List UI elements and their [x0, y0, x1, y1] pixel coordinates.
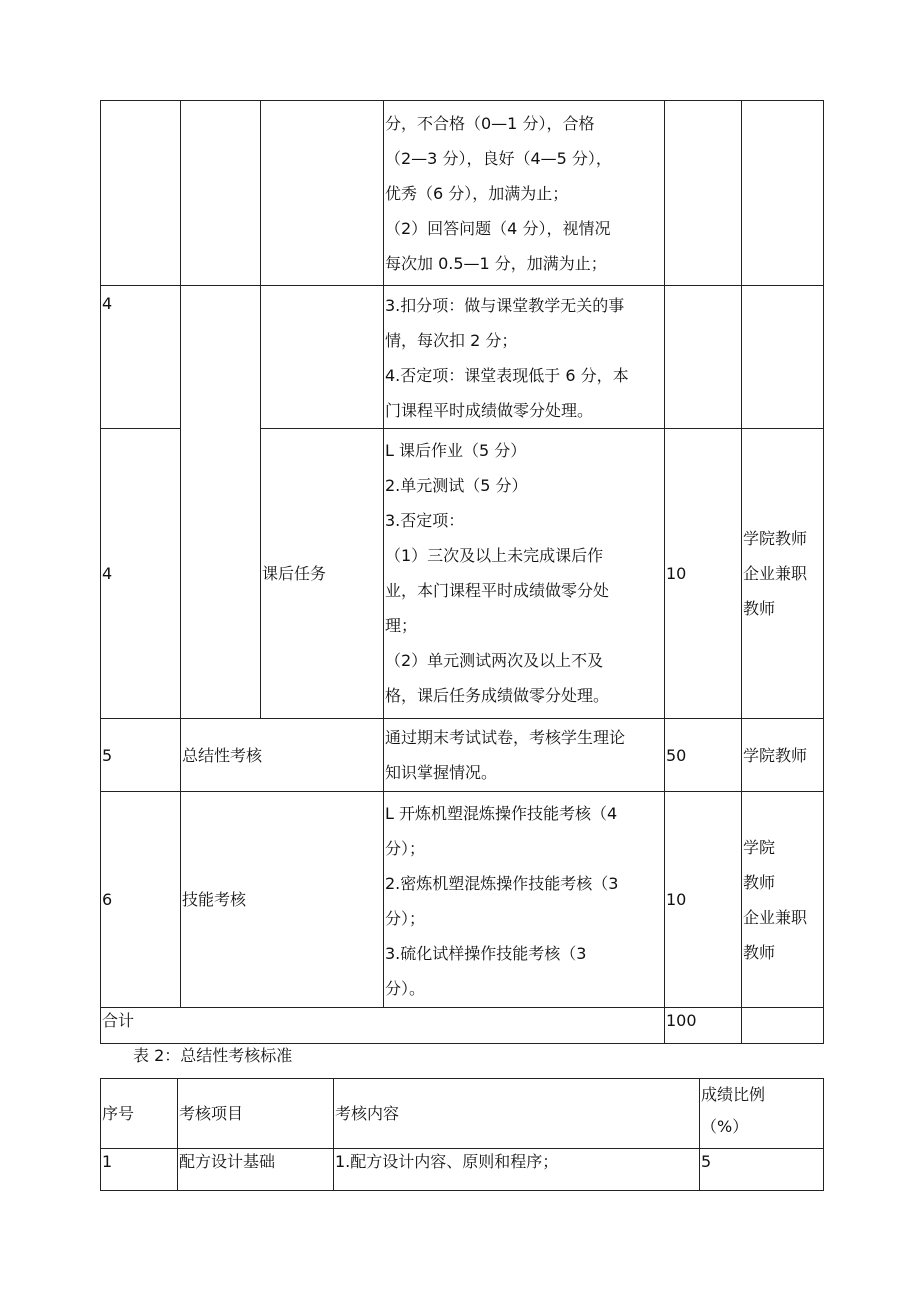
- header-ratio-line: 成绩比例: [701, 1085, 766, 1104]
- teacher-line: 企业兼职: [743, 564, 808, 583]
- total-label-cell: [101, 1008, 665, 1044]
- category-cell: [181, 101, 261, 286]
- item-value: 技能考核: [182, 890, 247, 909]
- teacher-line: 学院: [743, 837, 776, 857]
- teacher-line: 教师: [743, 872, 776, 892]
- ratio-value: 5: [701, 1152, 712, 1171]
- total-score: 100: [666, 1011, 697, 1030]
- teacher-cell: [742, 719, 824, 792]
- content-line: 门课程平时成绩做零分处理。: [385, 401, 594, 420]
- header-row: [101, 1079, 824, 1149]
- content-line: L 开炼机塑混炼操作技能考核（4: [385, 804, 618, 823]
- content-value: 1.配方设计内容、原则和程序；: [335, 1152, 559, 1171]
- content-line: （1）三次及以上未完成课后作: [385, 546, 604, 565]
- teacher-cell: [742, 101, 824, 286]
- assessment-table: [100, 100, 824, 1044]
- item-cell: [181, 792, 384, 1008]
- item-cell: [181, 719, 384, 792]
- seq-value: 5: [102, 745, 113, 765]
- content-line: 4.否定项：课堂表现低于 6 分，本: [385, 366, 629, 385]
- table-row: [101, 1149, 824, 1191]
- header-item: [178, 1079, 334, 1149]
- score-cell: [665, 719, 742, 792]
- item-cell: [261, 286, 384, 429]
- content-line: 2.单元测试（5 分）: [385, 476, 528, 495]
- seq-cell: [101, 1149, 178, 1191]
- total-row: [101, 1008, 824, 1044]
- header-item-label: 考核项目: [179, 1104, 244, 1123]
- content-line: （2）单元测试两次及以上不及: [385, 651, 604, 670]
- content-line: 分）。: [385, 979, 426, 998]
- content-line: （2—3 分），良好（4—5 分），: [385, 149, 612, 168]
- teacher-line: 企业兼职: [743, 907, 808, 927]
- content-line: 优秀（6 分），加满为止；: [385, 184, 569, 203]
- seq-value: 4: [102, 294, 113, 313]
- item-value: 配方设计基础: [179, 1152, 276, 1171]
- item-cell: [178, 1149, 334, 1191]
- teacher-cell: [742, 286, 824, 429]
- content-line: 3.扣分项：做与课堂教学无关的事: [385, 296, 625, 315]
- teacher-value: 学院教师: [743, 745, 808, 765]
- item-cell: [261, 101, 384, 286]
- seq-cell: [101, 101, 181, 286]
- score-cell: [665, 101, 742, 286]
- content-line: 分）；: [385, 909, 426, 928]
- total-score-cell: [665, 1008, 742, 1044]
- table-row: [101, 286, 824, 429]
- teacher-cell: [742, 1008, 824, 1044]
- score-cell: [665, 792, 742, 1008]
- total-label: 合计: [102, 1011, 135, 1030]
- seq-value: 4: [102, 564, 113, 583]
- ratio-cell: [700, 1149, 824, 1191]
- table2-caption: 表 2：总结性考核标准: [133, 1046, 293, 1065]
- content-line: 每次加 0.5—1 分，加满为止；: [385, 254, 607, 273]
- content-cell: [384, 719, 665, 792]
- teacher-line: 教师: [743, 942, 776, 962]
- content-line: 3.否定项：: [385, 511, 465, 530]
- content-cell: [384, 429, 665, 719]
- content-line: 分，不合格（0—1 分），合格: [385, 114, 595, 133]
- header-content-label: 考核内容: [335, 1104, 400, 1123]
- header-ratio: [700, 1079, 824, 1149]
- content-cell: [384, 792, 665, 1008]
- seq-value: 6: [102, 890, 113, 909]
- content-cell: [384, 286, 665, 429]
- content-line: 格，课后任务成绩做零分处理。: [385, 686, 610, 705]
- content-line: 业，本门课程平时成绩做零分处: [385, 581, 610, 600]
- content-line: 理；: [385, 616, 418, 635]
- summative-standard-table: [100, 1078, 824, 1191]
- header-content: [334, 1079, 700, 1149]
- table-row: [101, 792, 824, 1008]
- content-line: 情，每次扣 2 分；: [385, 331, 518, 350]
- seq-value: 1: [102, 1152, 113, 1171]
- seq-cell: [101, 792, 181, 1008]
- table-row: [101, 719, 824, 792]
- teacher-line: 教师: [743, 599, 776, 618]
- teacher-cell: [742, 792, 824, 1008]
- header-seq-label: 序号: [102, 1104, 135, 1123]
- header-seq: [101, 1079, 178, 1149]
- content-cell: [334, 1149, 700, 1191]
- item-cell: [261, 429, 384, 719]
- teacher-cell: [742, 429, 824, 719]
- item-value: 课后任务: [262, 564, 327, 583]
- content-line: 知识掌握情况。: [385, 763, 498, 782]
- content-line: L 课后作业（5 分）: [385, 441, 527, 460]
- content-cell: [384, 101, 665, 286]
- table-row: [101, 101, 824, 286]
- teacher-line: 学院教师: [743, 529, 808, 548]
- seq-cell: [101, 286, 181, 429]
- content-line: 分）；: [385, 839, 426, 858]
- content-line: 通过期末考试试卷，考核学生理论: [385, 728, 626, 747]
- score-value: 10: [666, 890, 687, 909]
- score-value: 10: [666, 564, 687, 583]
- content-line: 2.密炼机塑混炼操作技能考核（3: [385, 874, 619, 893]
- content-line: （2）回答问题（4 分），视情况: [385, 219, 611, 238]
- seq-cell: [101, 719, 181, 792]
- score-value: 50: [666, 745, 687, 765]
- score-cell: [665, 429, 742, 719]
- item-value: 总结性考核: [182, 745, 263, 765]
- score-cell: [665, 286, 742, 429]
- header-ratio-line: （%）: [701, 1117, 749, 1136]
- seq-cell: [101, 429, 181, 719]
- category-cell: [181, 286, 261, 719]
- content-line: 3.硫化试样操作技能考核（3: [385, 944, 587, 963]
